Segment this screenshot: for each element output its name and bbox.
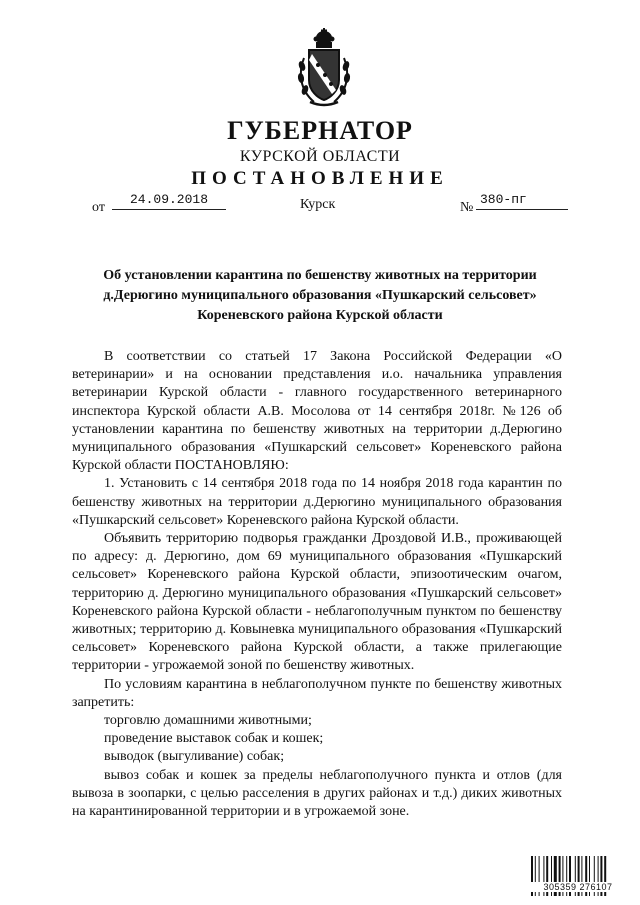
heading-line: Кореневского района Курской области bbox=[197, 308, 443, 323]
barcode-number: 305359 276107 bbox=[530, 882, 626, 892]
heading-line: д.Дерюгино муниципального образования «Пушкарский сельсовет» bbox=[103, 288, 537, 303]
document-heading bbox=[60, 266, 580, 326]
body-paragraph: В соответствии со статьей 17 Закона Российской Федерации «О ветеринарии» и на основании представления и.о. начальника управления ветеринарии Курской области - главного государственного ветеринарного инспектора Курской области А.В. Мосолова от 14 сентября 2018г. №126 об установлении карантина по бешенству животных на территории д.Дерюгино муниципального образования «Пушкарский сельсовет» Кореневского района Курской области ПОСТАНОВЛЯЮ: bbox=[72, 349, 562, 474]
document-issuer-title: ГУБЕРНАТОР bbox=[227, 116, 413, 145]
body-paragraph: Объявить территорию подворья гражданки Дроздовой И.В., проживающей по адресу: д. Дерюгино, дом 69 муниципального образования «Пушкарский сельсовет» Кореневского района Курской области, эпизоотическим очагом, территорию д. Дерюгино муниципального образования «Пушкарский сельсовет» Кореневского района Курской области - неблагополучным пунктом по бешенству животных; территорию д. Ковыневка муниципального образования «Пушкарский сельсовет» Кореневского района Курской области, а также прилегающие территории - угрожаемой зоной по бешенству животных. bbox=[72, 531, 562, 674]
prohibition-item: выводок (выгуливание) собак; bbox=[104, 749, 285, 765]
document-number: 380-пг bbox=[476, 192, 568, 210]
prohibition-item: вывоз собак и кошек за пределы неблагополучного пункта и отлов (для вывоза в зоопарки, с целью расселения в других районах и т.д.) диких животных на карантинированной территории и в угрожаемой зоне. bbox=[72, 767, 562, 820]
coat-of-arms-icon bbox=[294, 28, 354, 110]
date-label: от bbox=[92, 200, 105, 215]
document-type: ПОСТАНОВЛЕНИЕ bbox=[191, 168, 449, 189]
document-date: 24.09.2018 bbox=[112, 192, 226, 210]
body-paragraph: По условиям карантина в неблагополучном пункте по бешенству животных запретить: bbox=[72, 676, 562, 710]
prohibition-item: торговлю домашними животными; bbox=[104, 713, 312, 729]
document-body bbox=[72, 348, 562, 821]
number-label: № bbox=[460, 200, 474, 215]
document-city: Курск bbox=[300, 197, 336, 212]
body-paragraph: 1. Установить с 14 сентября 2018 года по 14 ноября 2018 года карантин по бешенству животных на территории д.Дерюгино муниципального образования «Пушкарский сельсовет» Кореневского района Курской области. bbox=[72, 476, 562, 528]
heading-line: Об установлении карантина по бешенству животных на территории bbox=[103, 268, 537, 283]
document-issuer-region: КУРСКОЙ ОБЛАСТИ bbox=[239, 148, 401, 165]
prohibition-item: проведение выставок собак и кошек; bbox=[104, 731, 324, 747]
